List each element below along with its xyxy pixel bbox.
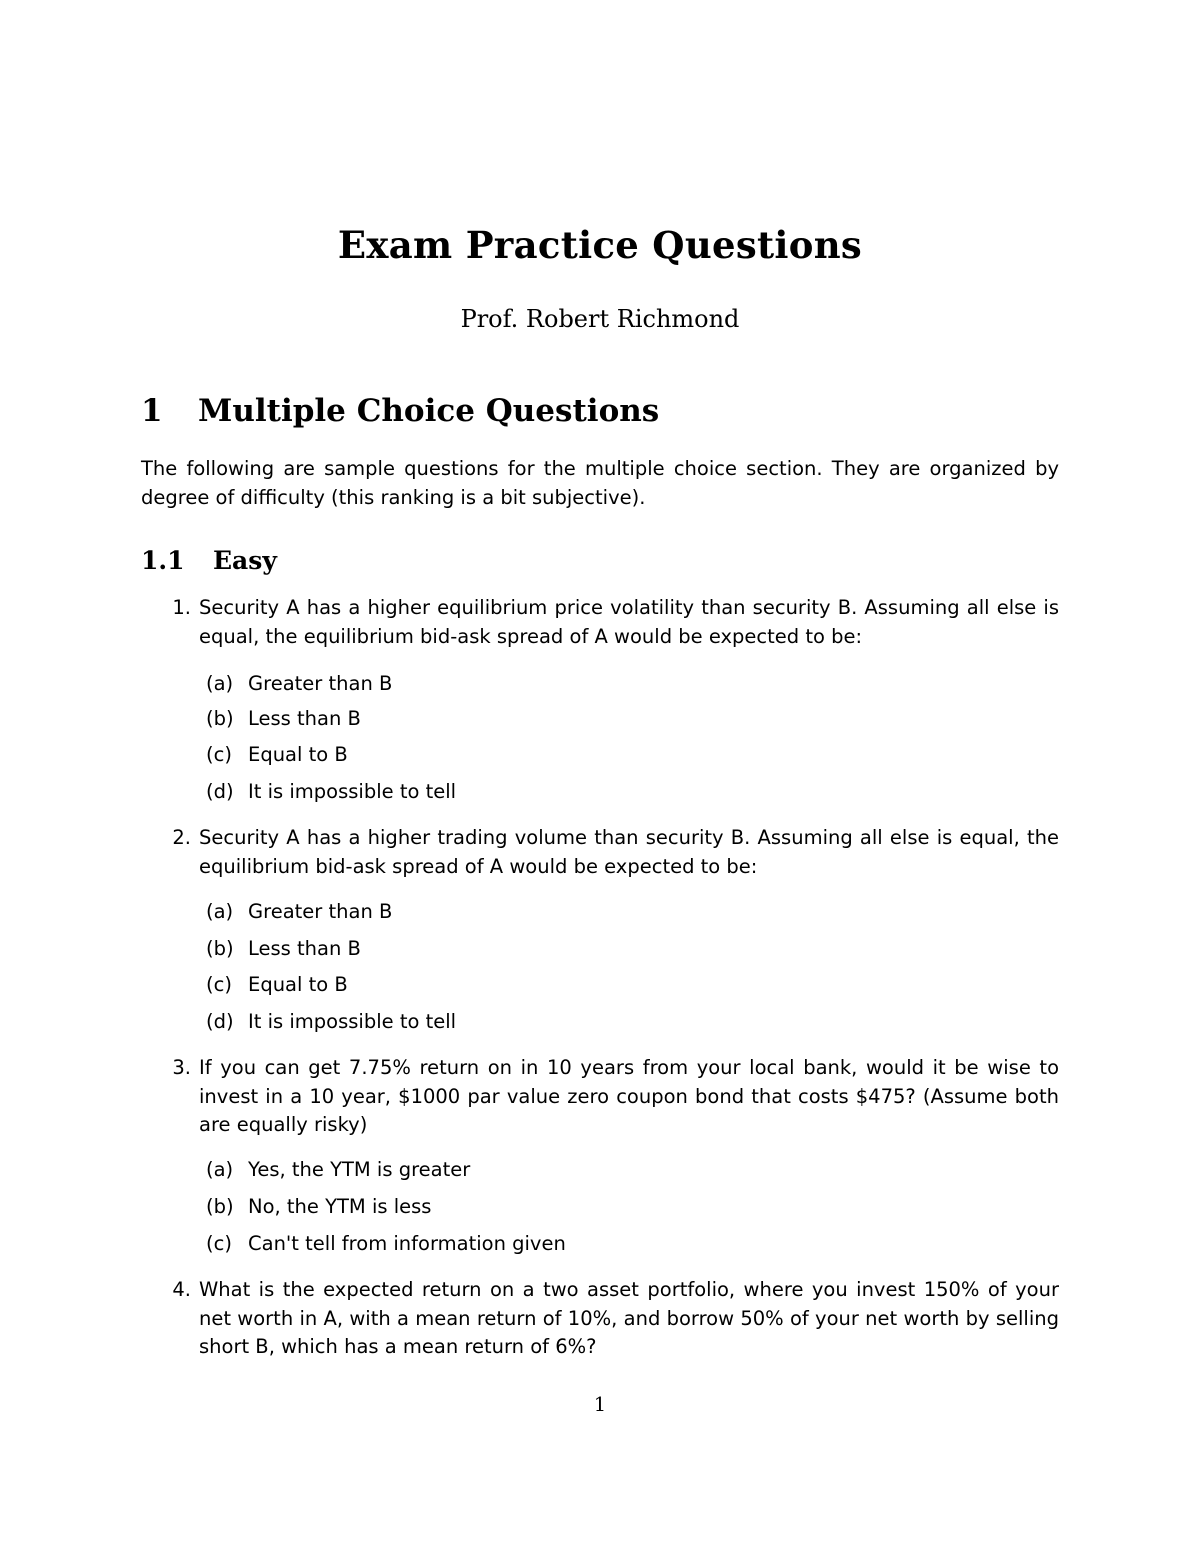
section-heading [141,393,659,429]
question-number: 2. [172,826,191,849]
question-2 [165,824,1059,881]
option-text: Yes, the YTM is greater [248,1158,471,1181]
question-1-option-d [206,778,456,806]
question-1-option-a [206,670,392,698]
option-letter: (d) [206,1010,234,1033]
document-title: Exam Practice Questions [337,223,863,267]
question-4 [165,1276,1059,1362]
question-3-option-a [206,1156,470,1184]
option-letter: (c) [206,743,232,766]
option-letter: (b) [206,1195,234,1218]
option-text: Greater than B [248,672,393,695]
question-3-option-c [206,1230,566,1258]
question-text: What is the expected return on a two asset portfolio, where you invest 150% of your net worth in A, with a mean return of 10%, and borrow 50% of your net worth by selling short B, which has a mean return of 6%? [199,1278,1059,1358]
option-text: It is impossible to tell [248,1010,457,1033]
option-letter: (a) [206,1158,234,1181]
subsection-number: 1.1 [141,546,185,575]
option-text: Equal to B [248,973,348,996]
question-text: Security A has a higher trading volume than security B. Assuming all else is equal, the equilibrium bid-ask spread of A would be expected to be: [199,826,1059,878]
question-2-option-d [206,1008,456,1036]
option-letter: (c) [206,1232,232,1255]
option-letter: (d) [206,780,234,803]
document-author: Prof. Robert Richmond [460,305,740,333]
option-text: Less than B [248,937,361,960]
page-number: 1 [593,1393,607,1416]
question-2-option-c [206,971,348,999]
question-number: 4. [172,1278,191,1301]
question-2-option-b [206,935,361,963]
option-letter: (b) [206,707,234,730]
section-title: Multiple Choice Questions [198,393,660,429]
question-1-option-c [206,741,348,769]
option-text: Greater than B [248,900,393,923]
option-letter: (b) [206,937,234,960]
question-number: 1. [172,596,191,619]
option-text: It is impossible to tell [248,780,457,803]
question-3-option-b [206,1193,431,1221]
option-letter: (a) [206,672,234,695]
option-text: No, the YTM is less [248,1195,432,1218]
question-1 [165,594,1059,651]
option-text: Less than B [248,707,361,730]
option-text: Can't tell from information given [248,1232,566,1255]
question-1-option-b [206,705,361,733]
option-text: Equal to B [248,743,348,766]
question-3 [165,1054,1059,1140]
section-intro: The following are sample questions for the multiple choice section. They are organized by degree of difficulty (this ranking is a bit subjective). [141,457,1059,509]
subsection-title: Easy [213,546,277,575]
question-text: Security A has a higher equilibrium price volatility than security B. Assuming all else is equal, the equilibrium bid-ask spread of A would be expected to be: [199,596,1059,648]
subsection-heading [141,546,277,575]
question-text: If you can get 7.75% return on in 10 years from your local bank, would it be wise to invest in a 10 year, $1000 par value zero coupon bond that costs $475? (Assume both are equally risky) [199,1056,1059,1136]
question-2-option-a [206,898,392,926]
option-letter: (c) [206,973,232,996]
option-letter: (a) [206,900,234,923]
question-number: 3. [172,1056,191,1079]
section-number: 1 [141,393,163,429]
